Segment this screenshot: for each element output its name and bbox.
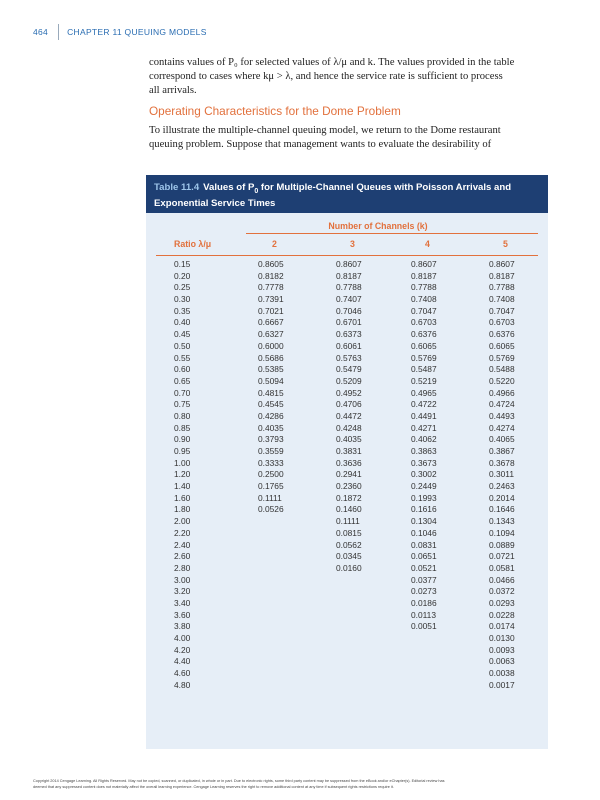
p0-cell-k5: 0.1646: [489, 504, 515, 515]
ratio-cell: 3.20: [174, 586, 191, 597]
ratio-cell: 1.80: [174, 504, 191, 515]
table-row: [146, 259, 548, 271]
p0-cell-k4: 0.2449: [411, 481, 437, 492]
ratio-cell: 3.80: [174, 621, 191, 632]
p0-cell-k2: 0.0526: [258, 504, 284, 515]
table-row: [146, 294, 548, 306]
p0-cell-k4: 0.3002: [411, 469, 437, 480]
p0-cell-k3: 0.4472: [336, 410, 362, 421]
ratio-cell: 2.40: [174, 539, 191, 550]
ratio-cell: 0.70: [174, 387, 191, 398]
p0-cell-k2: 0.6667: [258, 317, 284, 328]
p0-cell-k5: 0.0581: [489, 562, 515, 573]
p0-cell-k3: 0.8187: [336, 270, 362, 281]
p0-cell-k3: 0.5479: [336, 364, 362, 375]
table-row: [146, 388, 548, 400]
p0-cell-k2: 0.2500: [258, 469, 284, 480]
p0-cell-k3: 0.7046: [336, 305, 362, 316]
p0-cell-k5: 0.0174: [489, 621, 515, 632]
col-header-2: 2: [272, 239, 277, 249]
dome-paragraph: [149, 124, 547, 152]
p0-cell-k3: 0.4248: [336, 422, 362, 433]
copyright-footer: [33, 779, 567, 790]
p0-cell-k5: 0.4966: [489, 387, 515, 398]
p0-cell-k5: 0.5488: [489, 364, 515, 375]
p0-cell-k4: 0.0186: [411, 597, 437, 608]
p0-cell-k2: 0.4035: [258, 422, 284, 433]
table-row: [146, 341, 548, 353]
ratio-cell: 0.50: [174, 340, 191, 351]
chapter-title: CHAPTER 11 QUEUING MODELS: [67, 27, 207, 37]
p0-cell-k4: 0.7788: [411, 282, 437, 293]
col-header-4: 4: [425, 239, 430, 249]
p0-cell-k5: 0.3867: [489, 446, 515, 456]
p0-cell-k3: 0.2360: [336, 481, 362, 492]
col-header-5: 5: [503, 239, 508, 249]
ratio-cell: 0.65: [174, 375, 191, 386]
table-title-part: Values of P: [203, 182, 255, 193]
ratio-cell: 0.75: [174, 399, 191, 410]
p0-cell-k3: 0.3831: [336, 446, 362, 456]
p0-cell-k4: 0.0051: [411, 621, 437, 632]
p0-cell-k2: 0.5686: [258, 352, 284, 363]
p0-cell-k4: 0.4271: [411, 422, 437, 433]
p0-cell-k2: 0.5385: [258, 364, 284, 375]
p0-cell-k5: 0.0293: [489, 597, 515, 608]
table-row: [146, 423, 548, 435]
ratio-cell: 0.85: [174, 422, 191, 433]
p0-cell-k5: 0.5220: [489, 375, 515, 386]
ratio-cell: 0.80: [174, 410, 191, 421]
paragraph-line: all arrivals.: [149, 85, 197, 96]
ratio-cell: 0.40: [174, 317, 191, 328]
table-row: [146, 516, 548, 528]
p0-cell-k5: 0.2463: [489, 481, 515, 492]
p0-cell-k4: 0.3863: [411, 446, 437, 456]
column-headers: [146, 239, 548, 253]
p0-cell-k3: 0.0562: [336, 539, 362, 550]
p0-cell-k4: 0.0651: [411, 551, 437, 562]
p0-cell-k4: 0.5487: [411, 364, 437, 375]
p0-cell-k5: 0.0372: [489, 586, 515, 597]
ratio-cell: 1.40: [174, 481, 191, 492]
p0-cell-k5: 0.6376: [489, 329, 515, 340]
col-header-ratio: Ratio λ/μ: [174, 239, 212, 249]
p0-cell-k5: 0.0228: [489, 609, 515, 620]
p0-cell-k4: 0.1993: [411, 492, 437, 503]
ratio-cell: 4.40: [174, 656, 191, 667]
table-row: [146, 306, 548, 318]
table-row: [146, 504, 548, 516]
table-row: [146, 271, 548, 283]
table-row: [146, 586, 548, 598]
p0-cell-k3: 0.3636: [336, 457, 362, 468]
running-header: [33, 25, 207, 39]
p0-cell-k5: 0.3011: [489, 469, 514, 480]
footer-line: Copyright 2014 Cengage Learning. All Rights Reserved. May not be copied, scanned, or duplicated, in whole or in part. Due to electronic rights, some third party content may be suppressed from the eBook and/or eChapter(s). Editorial review has: [33, 779, 445, 783]
p0-cell-k4: 0.0377: [411, 574, 437, 585]
table-row: [146, 353, 548, 365]
p0-cell-k2: 0.4286: [258, 410, 284, 421]
ratio-cell: 3.00: [174, 574, 191, 585]
p0-cell-k5: 0.7408: [489, 294, 515, 305]
ratio-cell: 4.20: [174, 644, 191, 655]
channels-rule: [246, 233, 538, 234]
table-row: [146, 610, 548, 622]
p0-cell-k4: 0.1616: [411, 504, 437, 515]
p0-cell-k4: 0.8187: [411, 270, 437, 281]
p0-cell-k4: 0.6376: [411, 329, 437, 340]
ratio-cell: 2.00: [174, 516, 191, 527]
p0-cell-k3: 0.4952: [336, 387, 362, 398]
p0-cell-k5: 0.8187: [489, 270, 515, 281]
p0-cell-k2: 0.7391: [258, 294, 284, 305]
p0-cell-k5: 0.4274: [489, 422, 515, 433]
p0-cell-k3: 0.5209: [336, 375, 362, 386]
p0-cell-k2: 0.1765: [258, 481, 284, 492]
table-row: [146, 621, 548, 633]
table-row: [146, 469, 548, 481]
ratio-cell: 4.00: [174, 633, 191, 643]
table-title: [146, 175, 548, 213]
p0-cell-k2: 0.1111: [258, 492, 282, 503]
table-row: [146, 645, 548, 657]
paragraph-line: queuing problem. Suppose that management wants to evaluate the desirability of: [149, 139, 492, 150]
p0-cell-k4: 0.3673: [411, 457, 437, 468]
table-row: [146, 364, 548, 376]
table-row: [146, 317, 548, 329]
table-row: [146, 598, 548, 610]
ratio-cell: 0.90: [174, 434, 191, 445]
p0-cell-k5: 0.0093: [489, 644, 515, 655]
p0-cell-k2: 0.7021: [258, 305, 284, 316]
ratio-cell: 0.30: [174, 294, 191, 305]
ratio-cell: 0.55: [174, 352, 191, 363]
table-row: [146, 376, 548, 388]
p0-cell-k3: 0.6061: [336, 340, 362, 351]
p0-cell-k2: 0.6327: [258, 329, 284, 340]
p0-cell-k4: 0.6703: [411, 317, 437, 328]
p0-cell-k4: 0.7408: [411, 294, 437, 305]
table-row: [146, 411, 548, 423]
footer-line: deemed that any suppressed content does not materially affect the overall learning experience. Cengage Learning reserves the right to remove additional content at any time if subsequent rights restrictions require it.: [33, 784, 394, 789]
p0-cell-k2: 0.3559: [258, 446, 284, 456]
table-row: [146, 540, 548, 552]
table-row: [146, 668, 548, 680]
p0-cell-k5: 0.0038: [489, 668, 515, 679]
p0-cell-k2: 0.8182: [258, 270, 284, 281]
table-row: [146, 282, 548, 294]
table-row: [146, 399, 548, 411]
ratio-cell: 2.20: [174, 527, 191, 538]
ratio-cell: 1.20: [174, 469, 191, 480]
ratio-cell: 3.60: [174, 609, 191, 620]
table-row: [146, 329, 548, 341]
table-row: [146, 563, 548, 575]
page-number: 464: [33, 27, 49, 37]
p0-cell-k3: 0.7788: [336, 282, 362, 293]
p0-cell-k2: 0.7778: [258, 282, 284, 293]
p0-cell-k4: 0.4062: [411, 434, 437, 445]
p0-cell-k4: 0.0831: [411, 539, 437, 550]
p0-cell-k3: 0.5763: [336, 352, 362, 363]
ratio-cell: 0.20: [174, 270, 191, 281]
header-divider: [58, 24, 59, 40]
p0-cell-k5: 0.6065: [489, 340, 515, 351]
ratio-cell: 0.45: [174, 329, 191, 340]
table-row: [146, 481, 548, 493]
table-row: [146, 458, 548, 470]
p0-cell-k3: 0.1872: [336, 492, 362, 503]
table-row: [146, 446, 548, 458]
p0-cell-k5: 0.1094: [489, 527, 515, 538]
p0-cell-k2: 0.8605: [258, 259, 284, 269]
col-header-3: 3: [350, 239, 355, 249]
ratio-cell: 0.25: [174, 282, 191, 293]
table-11-4: [146, 175, 548, 749]
table-row: [146, 493, 548, 505]
p0-cell-k4: 0.5219: [411, 375, 437, 386]
p0-cell-k5: 0.3678: [489, 457, 515, 468]
p0-cell-k4: 0.0113: [411, 609, 436, 620]
paragraph-line: correspond to cases where kμ > λ, and hence the service rate is sufficient to process: [149, 71, 503, 82]
table-row: [146, 434, 548, 446]
p0-cell-k5: 0.6703: [489, 317, 515, 328]
p0-cell-k4: 0.0273: [411, 586, 437, 597]
ratio-cell: 4.60: [174, 668, 191, 679]
p0-cell-k2: 0.3793: [258, 434, 284, 445]
channels-heading: Number of Channels (k): [328, 221, 428, 231]
p0-cell-k3: 0.7407: [336, 294, 362, 305]
p0-cell-k5: 0.4493: [489, 410, 515, 421]
header-rule: [156, 255, 538, 256]
p0-cell-k3: 0.4706: [336, 399, 362, 410]
p0-cell-k4: 0.8607: [411, 259, 437, 269]
p0-cell-k5: 0.7788: [489, 282, 515, 293]
p0-cell-k3: 0.2941: [336, 469, 362, 480]
paragraph-line: To illustrate the multiple-channel queuing model, we return to the Dome restaurant: [149, 125, 501, 136]
p0-cell-k5: 0.0466: [489, 574, 515, 585]
table-title-part: for Multiple-Channel Queues with Poisson Arrivals and: [258, 182, 512, 193]
ratio-cell: 2.60: [174, 551, 191, 562]
p0-cell-k2: 0.3333: [258, 457, 284, 468]
p0-cell-k3: 0.1460: [336, 504, 362, 515]
p0-cell-k5: 0.1343: [489, 516, 515, 527]
p0-cell-k2: 0.6000: [258, 340, 284, 351]
p0-cell-k3: 0.6701: [336, 317, 362, 328]
p0-cell-k2: 0.5094: [258, 375, 284, 386]
ratio-cell: 2.80: [174, 562, 191, 573]
p0-cell-k5: 0.4724: [489, 399, 515, 410]
p0-cell-k4: 0.1304: [411, 516, 437, 527]
p0-cell-k5: 0.0130: [489, 633, 515, 643]
ratio-cell: 4.80: [174, 679, 191, 690]
ratio-cell: 1.00: [174, 457, 191, 468]
ratio-cell: 0.95: [174, 446, 191, 456]
p0-cell-k3: 0.0345: [336, 551, 362, 562]
p0-cell-k2: 0.4815: [258, 387, 284, 398]
p0-cell-k2: 0.4545: [258, 399, 284, 410]
paragraph-line: contains values of P₀ for selected values of λ/μ and k. The values provided in the table: [149, 57, 515, 68]
p0-cell-k4: 0.4965: [411, 387, 437, 398]
p0-cell-k3: 0.6373: [336, 329, 362, 340]
table-row: [146, 656, 548, 668]
p0-cell-k5: 0.0063: [489, 656, 515, 667]
p0-cell-k5: 0.7047: [489, 305, 515, 316]
table-body: [146, 259, 548, 691]
p0-cell-k3: 0.1111: [336, 516, 360, 527]
p0-cell-k4: 0.4491: [411, 410, 437, 421]
p0-cell-k4: 0.4722: [411, 399, 437, 410]
table-row: [146, 575, 548, 587]
p0-cell-k5: 0.0889: [489, 539, 515, 550]
intro-paragraph: [149, 56, 547, 98]
p0-cell-k4: 0.6065: [411, 340, 437, 351]
p0-cell-k3: 0.4035: [336, 434, 362, 445]
p0-cell-k4: 0.1046: [411, 527, 437, 538]
p0-cell-k5: 0.5769: [489, 352, 515, 363]
p0-cell-k3: 0.0815: [336, 527, 362, 538]
p0-cell-k5: 0.0721: [489, 551, 515, 562]
table-row: [146, 551, 548, 563]
title-subscript: 0: [254, 187, 259, 195]
table-label: Table 11.4: [154, 182, 200, 193]
table-row: [146, 528, 548, 540]
ratio-cell: 1.60: [174, 492, 191, 503]
ratio-cell: 0.60: [174, 364, 191, 375]
section-heading: Operating Characteristics for the Dome Problem: [149, 104, 401, 118]
p0-cell-k5: 0.8607: [489, 259, 515, 269]
p0-cell-k5: 0.2014: [489, 492, 515, 503]
ratio-cell: 0.35: [174, 305, 191, 316]
table-row: [146, 680, 548, 692]
p0-cell-k3: 0.0160: [336, 562, 362, 573]
p0-cell-k4: 0.7047: [411, 305, 437, 316]
table-title-line2: Exponential Service Times: [154, 197, 276, 209]
p0-cell-k4: 0.5769: [411, 352, 437, 363]
ratio-cell: 3.40: [174, 597, 191, 608]
p0-cell-k5: 0.4065: [489, 434, 515, 445]
p0-cell-k3: 0.8607: [336, 259, 362, 269]
table-row: [146, 633, 548, 645]
p0-cell-k4: 0.0521: [411, 562, 437, 573]
p0-cell-k5: 0.0017: [489, 679, 515, 690]
ratio-cell: 0.15: [174, 259, 191, 269]
